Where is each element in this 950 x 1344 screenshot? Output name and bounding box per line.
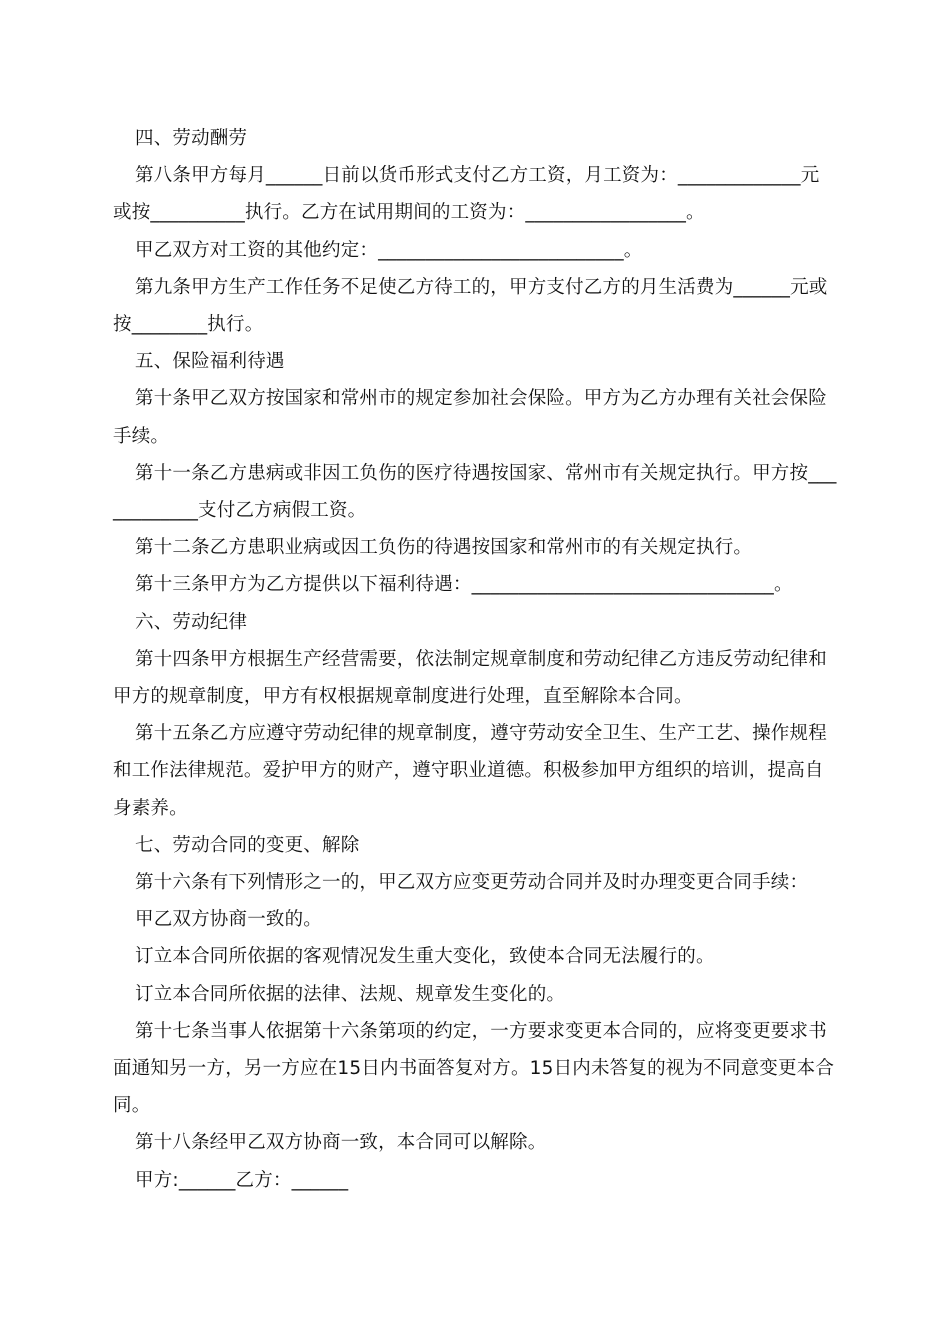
article-16: 第十六条有下列情形之一的，甲乙双方应变更劳动合同并及时办理变更合同手续： [135,872,809,894]
other-wage-agreement: 甲乙双方对工资的其他约定：__________________________。 [135,239,643,261]
article-18: 第十八条经甲乙双方协商一致，本合同可以解除。 [135,1132,547,1154]
article-16-item-2: 订立本合同所依据的客观情况发生重大变化，致使本合同无法履行的。 [135,946,715,968]
article-14: 第十四条甲方根据生产经营需要，依法制定规章制度和劳动纪律乙方违反劳动纪律和甲方的规章制度，甲方有权根据规章制度进行处理，直至解除本合同。 [113,648,827,708]
article-17: 第十七条当事人依据第十六条第项的约定，一方要求变更本合同的，应将变更要求书面通知另一方，另一方应在15日内书面答复对方。15日内未答复的视为不同意变更本合同。 [113,1020,835,1117]
section-heading-labor-discipline: 六、劳动纪律 [135,611,248,633]
section-heading-contract-change: 七、劳动合同的变更、解除 [135,834,360,856]
article-10: 第十条甲乙双方按国家和常州市的规定参加社会保险。甲方为乙方办理有关社会保险手续。 [113,388,827,447]
article-13: 第十三条甲方为乙方提供以下福利待遇：________________________________。 [135,574,793,596]
article-9: 第九条甲方生产工作任务不足使乙方待工的，甲方支付乙方的月生活费为______元或按________执行。 [113,276,828,336]
section-heading-insurance-welfare: 五、保险福利待遇 [135,351,285,373]
document-body [113,120,837,1199]
article-15: 第十五条乙方应遵守劳动纪律的规章制度，遵守劳动安全卫生、生产工艺、操作规程和工作法律规范。爱护甲方的财产，遵守职业道德。积极参加甲方组织的培训，提高自身素养。 [113,723,827,819]
signature-line: 甲方:______乙方：______ [135,1169,349,1191]
article-11: 第十一条乙方患病或非因工负伤的医疗待遇按国家、常州市有关规定执行。甲方按____________支付乙方病假工资。 [113,462,837,522]
article-8: 第八条甲方每月______日前以货币形式支付乙方工资，月工资为：_____________元或按__________执行。乙方在试用期间的工资为：_________________。 [113,165,820,224]
section-heading-labor-pay: 四、劳动酬劳 [135,128,248,149]
article-16-item-1: 甲乙双方协商一致的。 [135,909,323,931]
article-12: 第十二条乙方患职业病或因工负伤的待遇按国家和常州市的有关规定执行。 [135,537,753,559]
article-16-item-3: 订立本合同所依据的法律、法规、规章发生变化的。 [135,983,566,1005]
